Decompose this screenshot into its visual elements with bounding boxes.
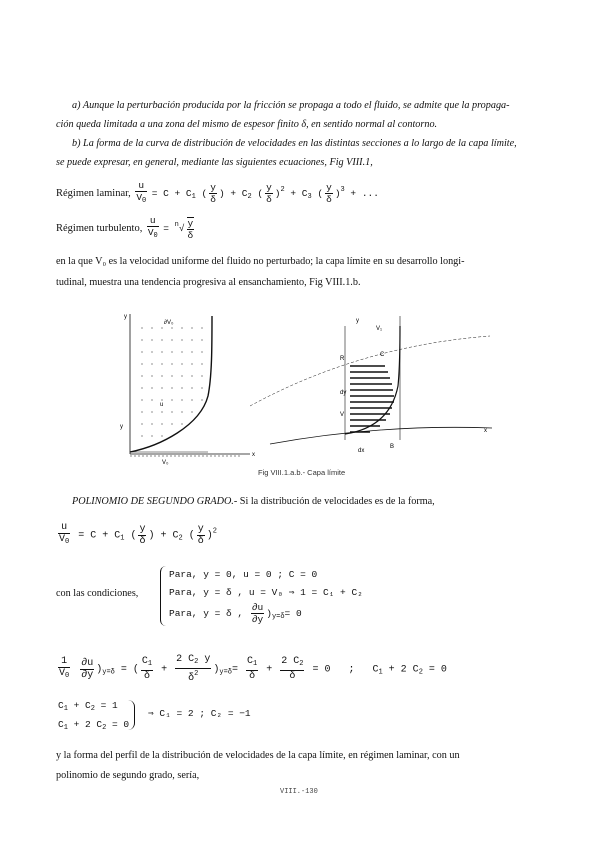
- paragraph-c-line2: tudinal, muestra una tendencia progresiva al ensanchamiento, Fig VIII.1.b.: [56, 277, 361, 288]
- turbulent-label: Régimen turbulento,: [56, 222, 143, 234]
- paragraph-d-line2: polinomio de segundo grado, sería,: [56, 770, 200, 781]
- laminar-label: Régimen laminar,: [56, 187, 131, 199]
- turbulent-equation: Régimen turbulento, $\frac{u}{V_0}$ = $^n$√ $\frac{y}{\delta}$: [56, 215, 194, 241]
- condition-3-text: Para, y = δ ,: [169, 608, 244, 620]
- svg-text:∂V₀: ∂V₀: [164, 320, 174, 326]
- system-result: ⇒ C₁ = 2 ; C₂ = −1: [148, 708, 251, 719]
- svg-text:u: u: [160, 402, 164, 408]
- conditions-block: [160, 566, 419, 626]
- poly-equation: $\frac{u}{V_0}$ = $C + C_1$ ( $\frac{y}{\delta}$ ) + $C_2$ ( $\frac{y}{\delta}$ )$^2$: [59, 522, 217, 547]
- paragraph-b: [72, 134, 552, 154]
- paragraph-d-cont: [56, 766, 546, 786]
- paragraph-d: [56, 746, 546, 766]
- laminar-equation: Régimen laminar, $\frac{u}{V_0}$ = $C + C_1$ ( $\frac{y}{\delta}$ ) + $C_2$ ( $\frac{y}{\delta}$ )$^2 + C_3$ ( $\frac{y}{\delta}$ )$^3$ + ...: [56, 180, 379, 205]
- figure-caption: Fig VIII.1.a.b.- Capa límite: [258, 468, 346, 477]
- paragraph-a-cont: [56, 115, 546, 135]
- svg-text:V₀: V₀: [162, 460, 169, 466]
- svg-text:y: y: [124, 314, 127, 320]
- figure-b: [250, 316, 492, 454]
- boundary-layer-figure: [100, 306, 500, 466]
- svg-text:x: x: [484, 428, 487, 434]
- paragraph-b-line2: se puede expresar, en general, mediante las siguientes ecuaciones, Fig VIII.1,: [56, 157, 373, 168]
- paragraph-d-line1: y la forma del perfil de la distribución de velocidades de la capa límite, en régimen laminar, con un: [56, 750, 460, 761]
- condition-2: Para, y = δ , u = V₀ ⇒ 1 = C₁ + C₂: [169, 587, 363, 598]
- svg-text:R: R: [340, 356, 345, 362]
- paragraph-c-cont: [56, 273, 546, 293]
- svg-text:dy: dy: [340, 390, 347, 396]
- derivative-equation: $\frac{1}{V_0}$ $\frac{\partial u}{\partial y}$ )$_{y=\delta}$ = ( $\frac{C_1}{\delta}$ + $\frac{2 C_2 y}{\delta^2}$ )$_{y=\delta}=$ $\frac{C_1}{\delta}$ + $\frac{2 C_2}{\delta}$ = 0 ; $C_1 + 2$ $C_2 = 0$: [59, 654, 447, 684]
- condition-3: Para, y = δ , $\frac{\partial u}{\partial y}$ )$_{y=\delta}= 0$: [169, 602, 302, 625]
- paragraph-b-cont: [56, 153, 546, 173]
- page-number: VIII.-130: [280, 788, 318, 796]
- system-brace: [128, 700, 135, 730]
- svg-text:V: V: [340, 412, 345, 418]
- svg-text:B: B: [390, 444, 395, 450]
- svg-text:V₁: V₁: [376, 326, 383, 332]
- svg-text:C: C: [380, 352, 385, 358]
- poly-text: Si la distribución de velocidades es de la forma,: [237, 496, 435, 507]
- paragraph-a-line1: a) Aunque la perturbación producida por la fricción se propaga a todo el fluido, se admite que la propaga-: [72, 100, 510, 111]
- paragraph-c: [56, 252, 546, 272]
- svg-text:y: y: [120, 424, 123, 430]
- paragraph-b-line1: b) La forma de la curva de distribución de velocidades en las distintas secciones a lo largo de la capa límite,: [72, 138, 517, 149]
- figure-a: [120, 314, 255, 466]
- paragraph-a-line2: ción queda limitada a una zona del mismo de espesor finito δ, en sentido normal al contorno.: [56, 119, 438, 130]
- svg-text:x: x: [252, 452, 255, 458]
- svg-text:dx: dx: [358, 448, 365, 454]
- system-block: $C_1 + C_2 = 1$ $C_1 + 2$ $C_2 = 0$: [58, 700, 130, 732]
- condition-1: Para, y = 0, u = 0 ; C = 0: [169, 569, 318, 580]
- paragraph-c-line1: en la que V₀ es la velocidad uniforme del fluido no perturbado; la capa límite en su desarrollo longi-: [56, 256, 465, 267]
- paragraph-a: [72, 96, 552, 116]
- svg-text:y: y: [356, 318, 359, 324]
- conditions-label: con las condiciones,: [56, 588, 139, 599]
- poly-heading: [72, 492, 552, 512]
- poly-title: POLINOMIO DE SEGUNDO GRADO.-: [72, 496, 238, 507]
